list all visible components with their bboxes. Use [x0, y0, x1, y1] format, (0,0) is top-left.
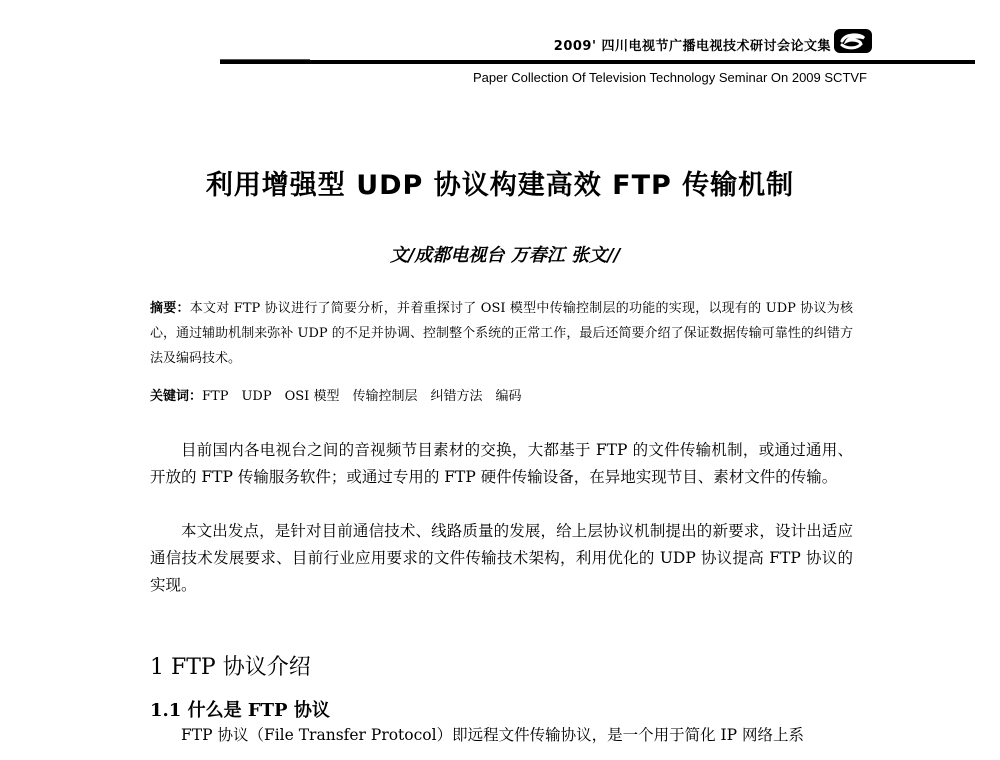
keyword: UDP — [241, 389, 272, 404]
section-heading: 1 FTP 协议介绍 — [150, 655, 311, 680]
journal-logo — [833, 27, 873, 55]
journal-title-cn: 2009' 四川电视节广播电视技术研讨会论文集 — [553, 39, 831, 54]
keyword: 纠错方法 — [430, 389, 483, 404]
abstract — [150, 296, 853, 371]
body-paragraph: FTP 协议（File Transfer Protocol）即远程文件传输协议，是一个用于简化 IP 网络上系 — [181, 726, 804, 744]
keywords-label: 关键词： — [150, 389, 203, 404]
keyword: 编码 — [495, 389, 522, 404]
body-paragraph: 目前国内各电视台之间的音视频节目素材的交换，大都基于 FTP 的文件传输机制，或通过通用、开放的 FTP 传输服务软件；或通过专用的 FTP 硬件传输设备，在异地实现节目、素材文件的传输。 — [150, 441, 853, 486]
keywords — [150, 385, 853, 404]
abstract-label: 摘要： — [150, 301, 190, 316]
header-rule — [220, 60, 975, 64]
keyword: OSI 模型 — [284, 389, 340, 404]
abstract-text: 本文对 FTP 协议进行了简要分析，并着重探讨了 OSI 模型中传输控制层的功能的实现，以现有的 UDP 协议为核心，通过辅助机制来弥补 UDP 的不足并协调、控制整个系统的正常工作，最后还简要介绍了保证数据传输可靠性的纠错方法及编码技术。 — [150, 301, 853, 366]
keyword: 传输控制层 — [352, 389, 418, 404]
body-paragraph: 本文出发点，是针对目前通信技术、线路质量的发展，给上层协议机制提出的新要求，设计出适应通信技术发展要求、目前行业应用要求的文件传输技术架构，利用优化的 UDP 协议提高 FTP 协议的实现。 — [150, 522, 853, 594]
paper-title: 利用增强型 UDP 协议构建高效 FTP 传输机制 — [205, 170, 795, 201]
journal-title-en: Paper Collection Of Television Technology Seminar On 2009 SCTVF — [472, 70, 867, 85]
keyword: FTP — [202, 389, 229, 404]
subsection-heading: 1.1 什么是 FTP 协议 — [150, 700, 330, 721]
author-line: 文/成都电视台 万春江 张文// — [389, 245, 621, 266]
